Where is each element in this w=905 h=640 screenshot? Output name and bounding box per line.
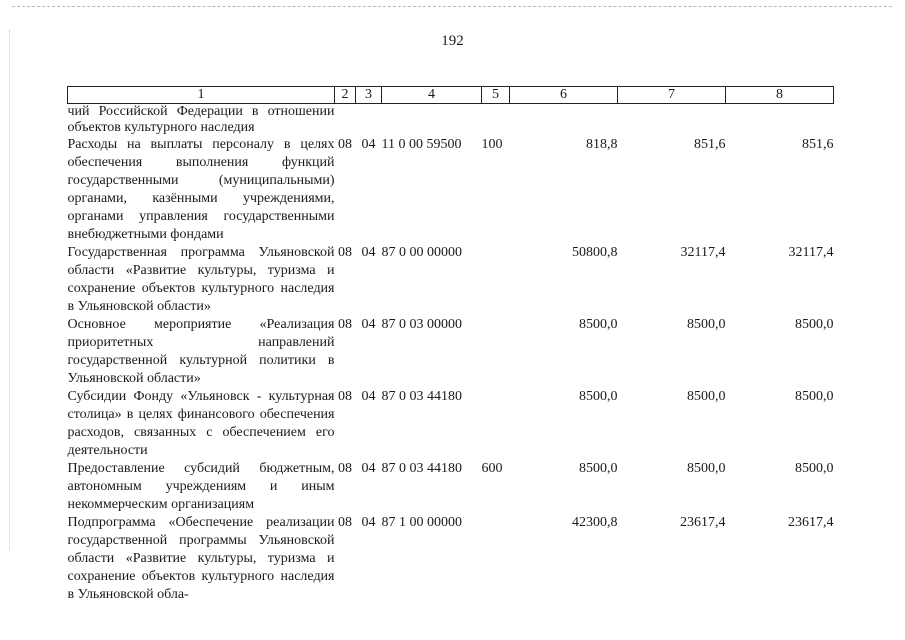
table-row xyxy=(68,514,834,604)
row-target-article: 87 0 00 00000 xyxy=(381,245,462,260)
row-amount-col6: 42300,8 xyxy=(572,515,618,530)
table-row xyxy=(68,244,834,316)
column-header-6: 6 xyxy=(510,87,618,104)
column-header-1: 1 xyxy=(68,87,335,104)
row-amount-col8: 851,6 xyxy=(802,137,834,152)
row-amount-col8: 8500,0 xyxy=(795,317,834,332)
row-section: 08 xyxy=(338,515,352,530)
row-expense-type xyxy=(482,244,510,316)
row-target-article: 87 0 03 44180 xyxy=(381,461,462,476)
row-name: Субсидии Фонду «Ульяновск - культурная столица» в целях финансового обеспечения расходов, связанных с обеспечением его деятельности xyxy=(67,389,335,458)
row-amount-col8 xyxy=(726,104,834,137)
row-expense-type xyxy=(482,316,510,388)
row-name: чий Российской Федерации в отношении объектов культурного наследия xyxy=(67,104,335,135)
row-target-article: 87 0 03 00000 xyxy=(381,317,462,332)
row-subsection: 04 xyxy=(361,137,376,152)
row-amount-col7: 8500,0 xyxy=(687,317,726,332)
row-name: Основное мероприятие «Реализация приоритетных направлений государственной культурной политики в Ульяновской области» xyxy=(67,317,335,386)
row-expense-type xyxy=(482,104,510,137)
row-expense-type xyxy=(482,388,510,460)
column-header-5: 5 xyxy=(482,87,510,104)
row-subsection: 04 xyxy=(361,317,376,332)
row-amount-col8: 8500,0 xyxy=(795,461,834,476)
row-subsection xyxy=(356,104,382,137)
row-target-article: 87 0 03 44180 xyxy=(381,389,462,404)
table-row xyxy=(68,136,834,244)
row-name: Подпрограмма «Обеспечение реализации государственной программы Ульяновской области «Развитие культуры, туризма и сохранение объектов культурного наследия в Ульяновской обла- xyxy=(67,515,335,602)
table-row xyxy=(68,104,834,137)
row-amount-col6 xyxy=(510,104,618,137)
column-header-3: 3 xyxy=(356,87,382,104)
budget-table xyxy=(67,86,834,604)
row-section xyxy=(335,104,356,137)
row-expense-type: 600 xyxy=(481,461,503,476)
row-section: 08 xyxy=(338,389,352,404)
table-row xyxy=(68,460,834,514)
row-name: Расходы на выплаты персоналу в целях обеспечения выполнения функций государственными (муниципальными) органами, казёнными учреждениями, органами управления государственными внебюджетными фондами xyxy=(67,137,335,242)
column-header-7: 7 xyxy=(618,87,726,104)
row-amount-col6: 8500,0 xyxy=(579,317,618,332)
row-amount-col7: 8500,0 xyxy=(687,389,726,404)
column-header-4: 4 xyxy=(382,87,482,104)
table-header-row xyxy=(68,87,834,104)
row-subsection: 04 xyxy=(361,461,376,476)
row-name: Предоставление субсидий бюджетным, автономным учреждениям и иным некоммерческим организациям xyxy=(67,461,335,512)
row-amount-col6: 818,8 xyxy=(586,137,618,152)
row-subsection: 04 xyxy=(361,515,376,530)
row-expense-type: 100 xyxy=(481,137,503,152)
row-expense-type xyxy=(482,514,510,604)
column-header-8: 8 xyxy=(726,87,834,104)
row-subsection: 04 xyxy=(361,389,376,404)
left-scan-edge xyxy=(9,30,10,550)
table-row xyxy=(68,388,834,460)
row-amount-col7: 23617,4 xyxy=(680,515,726,530)
row-amount-col6: 8500,0 xyxy=(579,461,618,476)
row-amount-col7: 851,6 xyxy=(694,137,726,152)
row-amount-col7: 8500,0 xyxy=(687,461,726,476)
row-section: 08 xyxy=(338,461,352,476)
page-number: 192 xyxy=(441,33,464,49)
row-section: 08 xyxy=(338,317,352,332)
row-target-article: 87 1 00 00000 xyxy=(381,515,462,530)
row-amount-col7: 32117,4 xyxy=(680,245,726,260)
row-target-article: 11 0 00 59500 xyxy=(381,137,462,152)
top-dashed-rule xyxy=(12,6,892,7)
row-amount-col8: 23617,4 xyxy=(788,515,834,530)
row-amount-col6: 8500,0 xyxy=(579,389,618,404)
row-amount-col8: 8500,0 xyxy=(795,389,834,404)
row-section: 08 xyxy=(338,137,352,152)
row-section: 08 xyxy=(338,245,352,260)
row-target-article xyxy=(382,104,482,137)
table-row xyxy=(68,316,834,388)
row-subsection: 04 xyxy=(361,245,376,260)
column-header-2: 2 xyxy=(335,87,356,104)
row-amount-col7 xyxy=(618,104,726,137)
row-amount-col6: 50800,8 xyxy=(572,245,618,260)
row-amount-col8: 32117,4 xyxy=(788,245,834,260)
row-name: Государственная программа Ульяновской области «Развитие культуры, туризма и сохранение объектов культурного наследия в Ульяновской области» xyxy=(67,245,335,314)
